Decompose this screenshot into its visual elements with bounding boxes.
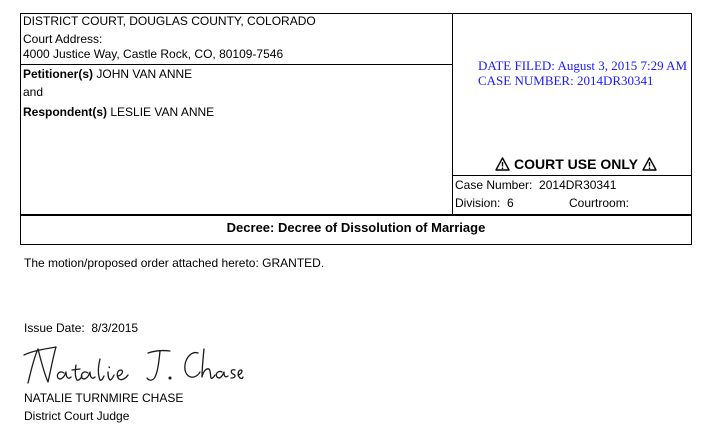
case-number-line <box>455 178 616 192</box>
and-text: and <box>23 85 44 99</box>
caption-divider <box>452 13 453 215</box>
case-info-separator <box>452 175 691 176</box>
judge-signature <box>22 343 244 389</box>
case-number-stamp: CASE NUMBER: 2014DR30341 <box>478 73 654 88</box>
issue-date-label: Issue Date: <box>24 321 85 335</box>
respondent-name: LESLIE VAN ANNE <box>110 105 215 119</box>
petitioner-line <box>23 67 192 81</box>
address-separator <box>20 64 453 65</box>
division-value: 6 <box>507 196 514 210</box>
court-address: 4000 Justice Way, Castle Rock, CO, 80109-7546 <box>23 47 284 61</box>
judge-title: District Court Judge <box>24 409 130 423</box>
warning-triangle-icon <box>495 157 510 171</box>
issue-date-value: 8/3/2015 <box>91 321 139 335</box>
order-text: The motion/proposed order attached hereto: GRANTED. <box>24 256 325 270</box>
courtroom-label: Courtroom: <box>569 196 630 210</box>
issue-date-line <box>24 321 138 335</box>
case-number-label: Case Number: <box>455 178 533 192</box>
courtroom-line <box>569 196 629 210</box>
warning-triangle-icon <box>642 157 657 171</box>
petitioner-name: JOHN VAN ANNE <box>96 67 193 81</box>
division-line <box>455 196 514 210</box>
case-number-value: 2014DR30341 <box>539 178 617 192</box>
petitioner-label: Petitioner(s) <box>23 67 94 81</box>
date-filed-stamp: DATE FILED: August 3, 2015 7:29 AM <box>478 58 688 73</box>
respondent-label: Respondent(s) <box>23 105 107 119</box>
court-address-label: Court Address: <box>23 32 103 46</box>
court-use-only <box>495 156 657 172</box>
court-use-only-label: COURT USE ONLY <box>514 156 638 172</box>
judge-name: NATALIE TURNMIRE CHASE <box>24 391 184 405</box>
decree-title: Decree: Decree of Dissolution of Marriage <box>226 220 486 235</box>
respondent-line <box>23 105 214 119</box>
court-name: DISTRICT COURT, DOUGLAS COUNTY, COLORADO <box>23 14 316 28</box>
division-label: Division: <box>455 196 501 210</box>
